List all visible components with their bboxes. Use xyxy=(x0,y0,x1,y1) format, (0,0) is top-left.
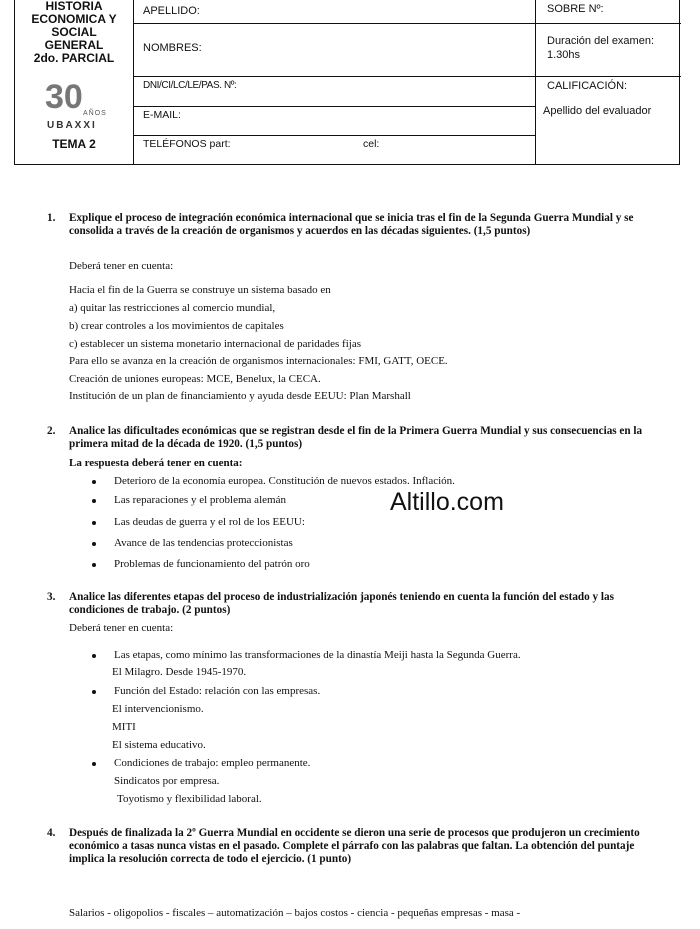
bullet-icon xyxy=(92,563,96,567)
bullet-icon xyxy=(92,762,96,766)
cel-field: cel: xyxy=(363,138,380,150)
question-4 xyxy=(47,827,672,866)
course-title-line: GENERAL xyxy=(44,38,104,52)
question-text: Después de finalizada la 2º Guerra Mundial en occidente se dieron una serie de procesos que produjeron un crecimiento económico a tasas nunca vistas en el pasado. Complete el párrafo con las palabras que faltan. La obtención del puntaje implica la resolución correcta de todo el ejercicio. (1 punto) xyxy=(69,827,640,865)
bullet-item: Deterioro de la economía europea. Constitución de nuevos estados. Inflación. xyxy=(114,475,455,487)
sub-line: MITI xyxy=(112,721,136,733)
bullet-icon xyxy=(92,480,96,484)
question-number: 4. xyxy=(47,827,56,839)
divider xyxy=(535,76,681,77)
bullet-item: Las deudas de guerra y el rol de los EEUU: xyxy=(114,516,305,528)
divider xyxy=(133,76,535,77)
question-number: 2. xyxy=(47,425,56,437)
divider xyxy=(133,23,535,24)
divider xyxy=(535,0,536,164)
bullet-item: Problemas de funcionamiento del patrón oro xyxy=(114,558,310,570)
bullet-icon xyxy=(92,690,96,694)
exam-header xyxy=(14,0,680,165)
question-number: 3. xyxy=(47,591,56,603)
course-title-line: SOCIAL xyxy=(51,25,97,39)
answer-line: Para ello se avanza en la creación de organismos internacionales: FMI, GATT, OECE. xyxy=(69,355,448,367)
telefonos-field: TELÉFONOS part: xyxy=(143,138,231,150)
watermark: Altillo.com xyxy=(390,488,504,516)
bullet-item: Condiciones de trabajo: empleo permanente. xyxy=(114,757,311,769)
question-note: La respuesta deberá tener en cuenta: xyxy=(69,457,243,469)
bullet-icon xyxy=(92,654,96,658)
sub-line: Sindicatos por empresa. xyxy=(114,775,220,787)
course-title xyxy=(15,0,133,65)
sub-line: El Milagro. Desde 1945-1970. xyxy=(112,666,247,678)
bullet-item: Las reparaciones y el problema alemán xyxy=(114,494,286,506)
bullet-item: Función del Estado: relación con las empresas. xyxy=(114,685,321,697)
question-number: 1. xyxy=(47,212,56,224)
bullet-icon xyxy=(92,542,96,546)
question-2 xyxy=(47,425,672,451)
course-title-line: ECONOMICA Y xyxy=(31,12,117,26)
email-field: E-MAIL: xyxy=(143,109,181,121)
question-1 xyxy=(47,212,672,238)
answer-line: Institución de un plan de financiamiento y ayuda desde EEUU: Plan Marshall xyxy=(69,390,411,402)
divider xyxy=(535,23,681,24)
logo-brand: UBAXXI xyxy=(47,120,97,131)
question-text: Analice las diferentes etapas del proceso de industrialización japonés teniendo en cuenta la función del estado y las condiciones de trabajo. (2 puntos) xyxy=(69,591,614,616)
course-title-line: 2do. PARCIAL xyxy=(33,51,115,65)
answer-line: a) quitar las restricciones al comercio mundial, xyxy=(69,302,276,314)
answer-line: b) crear controles a los movimientos de capitales xyxy=(69,320,284,332)
word-bank: Salarios - oligopolios - fiscales – automatización – bajos costos - ciencia - pequeñas empresas - masa - xyxy=(69,907,521,919)
question-3 xyxy=(47,591,672,617)
nombres-field: NOMBRES: xyxy=(143,42,202,54)
question-note: Deberá tener en cuenta: xyxy=(69,622,174,634)
duracion-label: Duración del examen: xyxy=(547,35,655,47)
question-text: Analice las dificultades económicas que se registran desde el fin de la Primera Guerra Mundial y sus consecuencias en la primera mitad de la década de 1920. (1,5 puntos) xyxy=(69,425,643,450)
sub-line: El sistema educativo. xyxy=(112,739,206,751)
ubaxxi-30-logo xyxy=(43,78,109,132)
sub-line: El intervencionismo. xyxy=(112,703,204,715)
bullet-item: Avance de las tendencias proteccionistas xyxy=(114,537,293,549)
sobre-field: SOBRE Nº: xyxy=(547,3,604,15)
logo-small-text: AÑOS xyxy=(83,110,107,117)
dni-field: DNI/CI/LC/LE/PAS. Nº: xyxy=(143,80,237,91)
bullet-icon xyxy=(92,521,96,525)
question-text: Explique el proceso de integración económica internacional que se inicia tras el fin de la Segunda Guerra Mundial y se consolida a través de la creación de organismos y acuerdos en las décadas siguientes. (1,5 puntos) xyxy=(69,212,634,237)
logo-number: 30 xyxy=(45,78,83,116)
answer-line: c) establecer un sistema monetario internacional de paridades fijas xyxy=(69,338,361,350)
bullet-icon xyxy=(92,499,96,503)
course-title-line: HISTORIA xyxy=(45,0,103,13)
answer-line: Hacia el fin de la Guerra se construye un sistema basado en xyxy=(69,284,331,296)
sub-line: Toyotismo y flexibilidad laboral. xyxy=(117,793,262,805)
answer-line: Creación de uniones europeas: MCE, Benelux, la CECA. xyxy=(69,373,321,385)
duracion-value: 1.30hs xyxy=(547,49,581,61)
calificacion-field: CALIFICACIÓN: xyxy=(547,80,628,92)
bullet-item: Las etapas, como mínimo las transformaciones de la dinastía Meiji hasta la Segunda Guerra. xyxy=(114,649,521,661)
question-note: Deberá tener en cuenta: xyxy=(69,260,174,272)
divider xyxy=(133,0,134,164)
tema-label: TEMA 2 xyxy=(52,137,96,151)
divider xyxy=(133,106,535,107)
divider xyxy=(133,135,535,136)
apellido-field: APELLIDO: xyxy=(143,5,200,17)
evaluador-field: Apellido del evaluador xyxy=(543,105,652,117)
